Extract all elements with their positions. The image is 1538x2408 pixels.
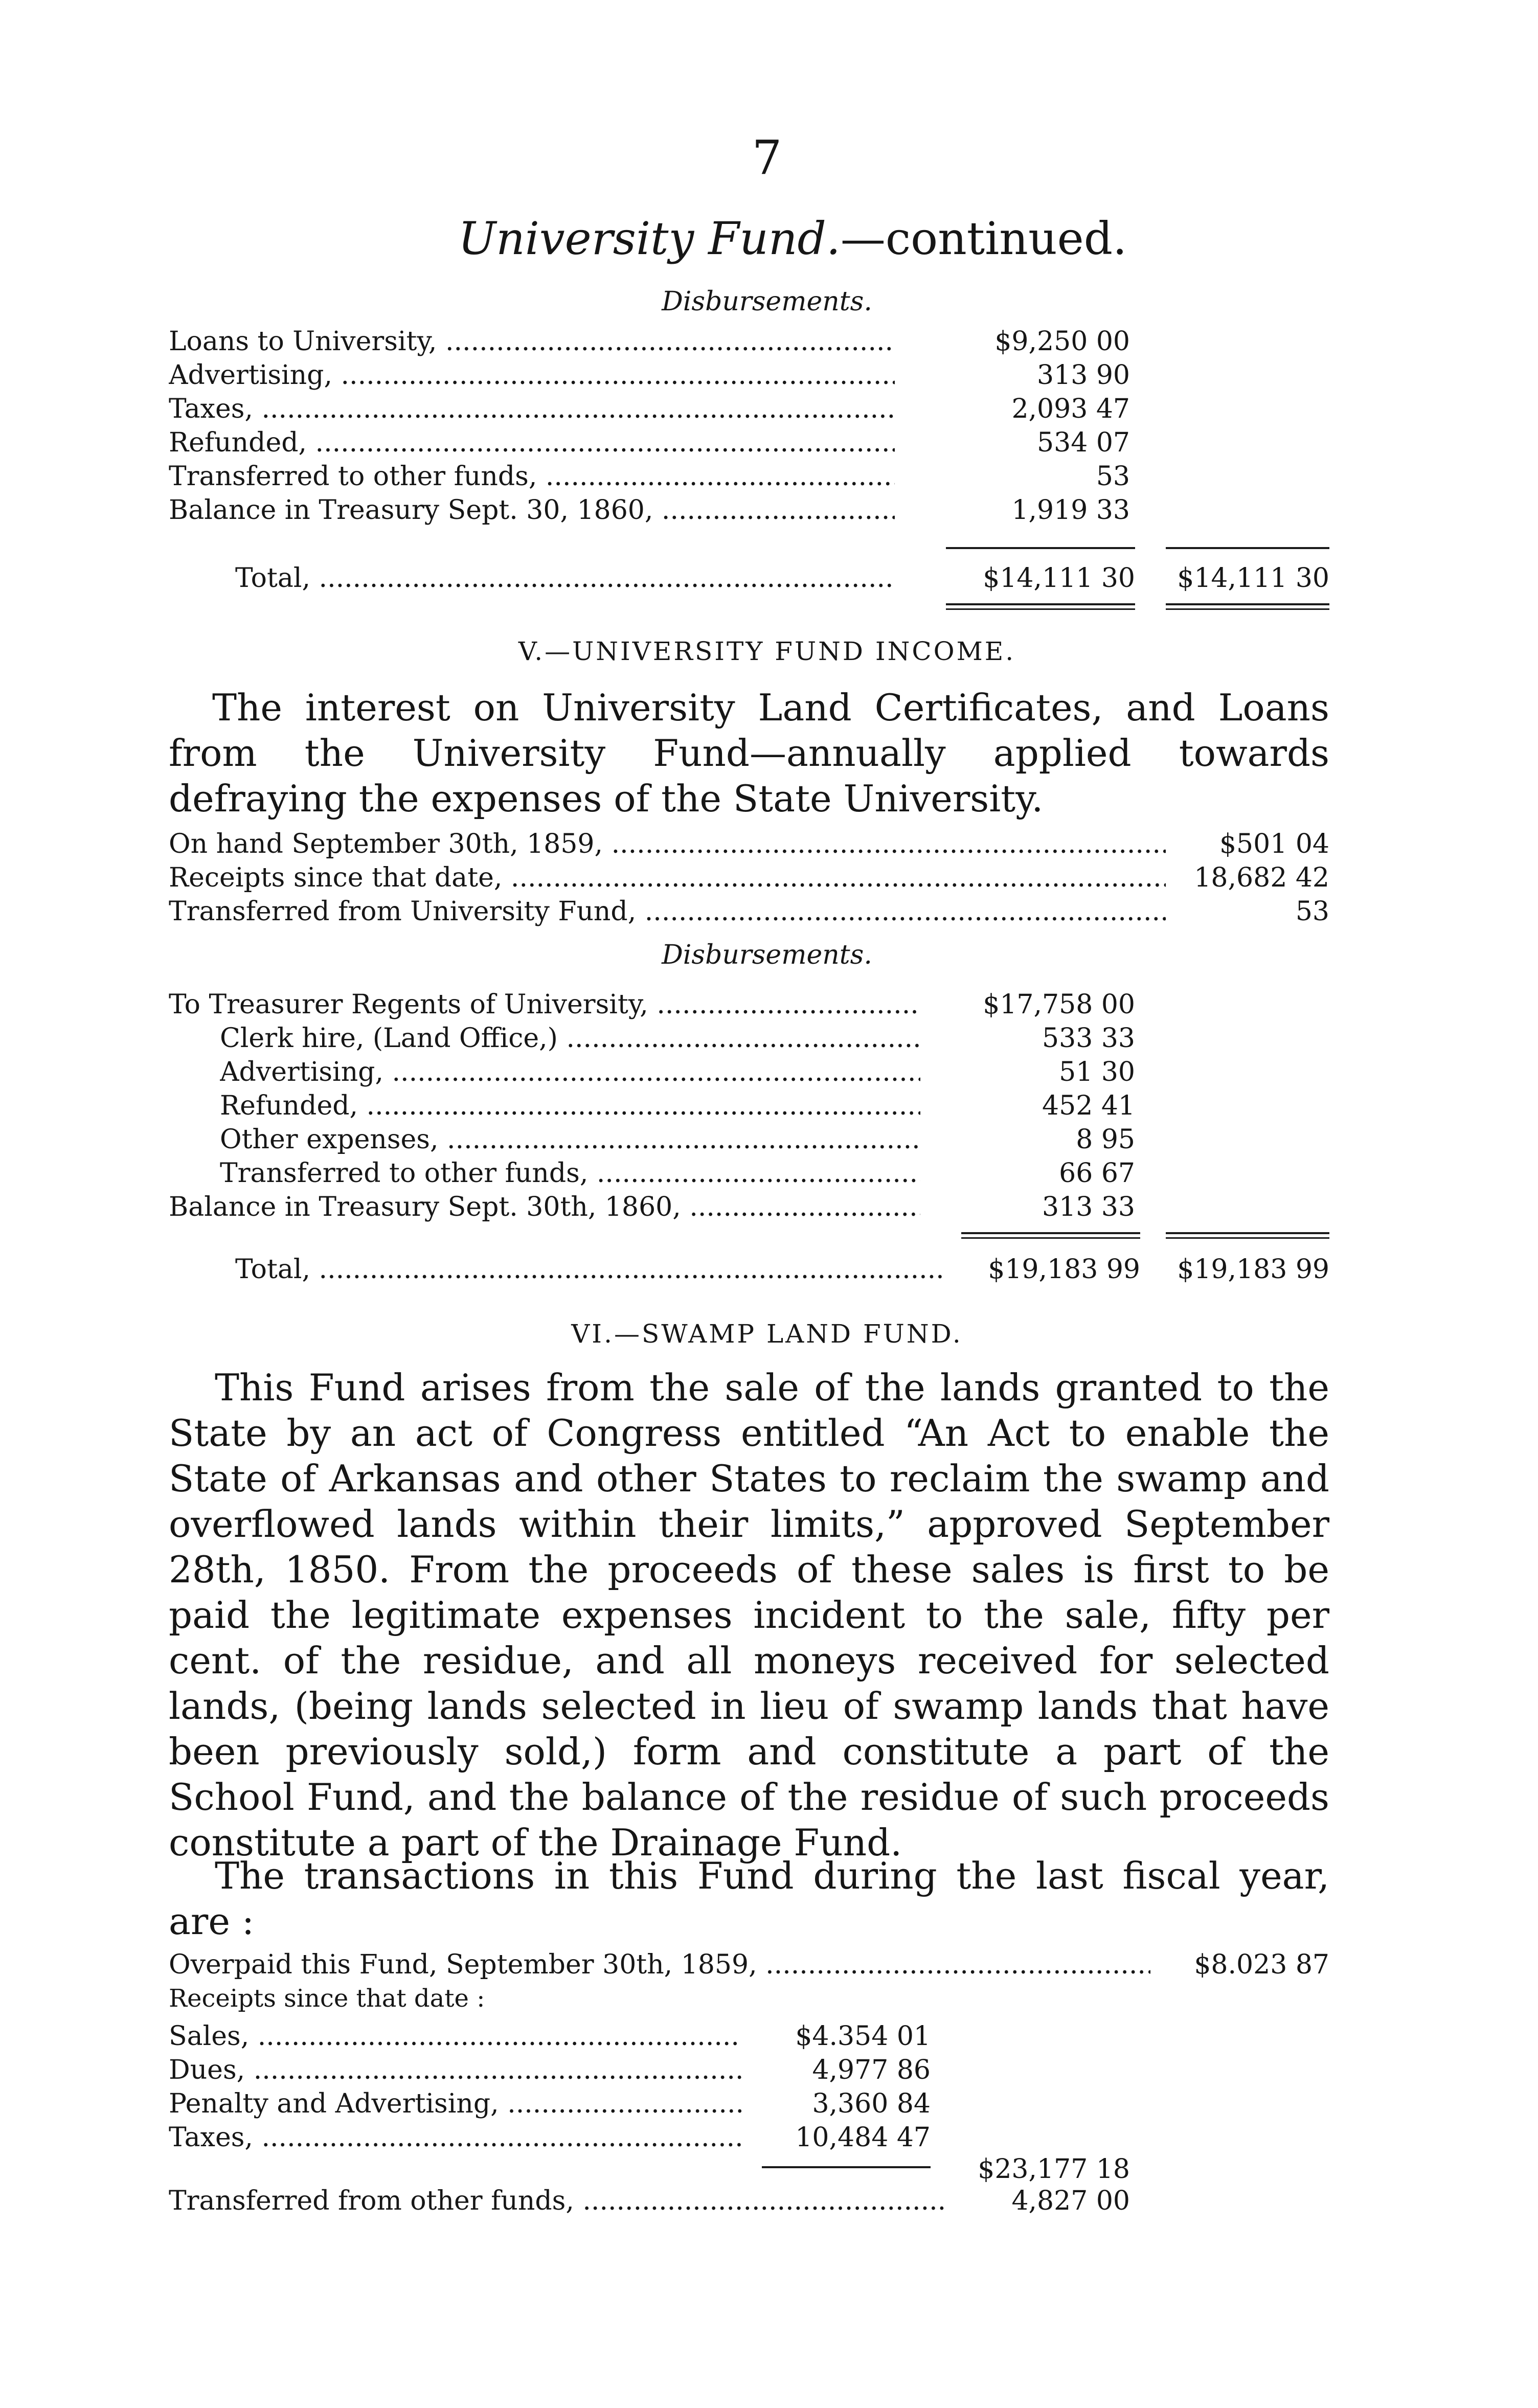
- table-row: [169, 988, 1140, 1021]
- row-amount: 313 33: [1042, 1192, 1135, 1222]
- row-label: Advertising, .....: [169, 358, 895, 392]
- table-row: [220, 1123, 1140, 1156]
- row-amount: 534 07: [1037, 427, 1130, 458]
- row-amount: 18,682 42: [1194, 862, 1329, 893]
- slf-transferred-row: [169, 2184, 1140, 2218]
- row-amount: 313 90: [1037, 360, 1130, 391]
- section-title-italic: University Fund.: [458, 212, 841, 265]
- row-label: Overpaid this Fund, September 30th, 1859, .....: [169, 1948, 1150, 1982]
- total-label: Total, .....: [235, 1253, 946, 1286]
- total-amount-1: $14,111 30: [983, 563, 1135, 594]
- section-title-rest: —continued.: [840, 212, 1127, 265]
- row-amount: 10,484 47: [795, 2122, 931, 2153]
- sum-rule: [1166, 1232, 1329, 1239]
- table-row: [169, 426, 1140, 460]
- row-label: Sales, .....: [169, 2019, 741, 2053]
- row-amount: 3,360 84: [812, 2088, 931, 2119]
- sum-rule: [762, 2166, 931, 2168]
- total-amount-1: $19,183 99: [988, 1254, 1140, 1285]
- table-row: [169, 895, 1329, 928]
- row-amount: $501 04: [1219, 829, 1329, 859]
- row-label: Refunded, .....: [169, 426, 895, 460]
- double-rule: [1166, 603, 1329, 610]
- table-row: [169, 2053, 936, 2087]
- row-label: Balance in Treasury Sept. 30th, 1860, .....: [169, 1190, 920, 1224]
- slf-heading: VI.—SWAMP LAND FUND.: [571, 1319, 963, 1349]
- row-label: Transferred from University Fund, .....: [169, 895, 1166, 928]
- row-amount: $9,250 00: [994, 326, 1130, 357]
- table-row: [169, 2121, 936, 2154]
- ufi-total-row: [235, 1253, 1329, 1286]
- row-amount: $8.023 87: [1194, 1949, 1329, 1980]
- row-label: Balance in Treasury Sept. 30, 1860, .....: [169, 493, 895, 527]
- page-number: 7: [752, 130, 782, 185]
- row-label: Transferred from other funds, .....: [169, 2184, 946, 2218]
- ufi-paragraph: The interest on University Land Certificates, and Loans from the University Fund—annually applied towards defraying the expenses of the State University.: [169, 686, 1329, 820]
- total-amount-2: $19,183 99: [1177, 1254, 1329, 1285]
- row-amount: 51 30: [1059, 1057, 1135, 1087]
- slf-receipts-sum: [946, 2152, 1140, 2186]
- row-amount: $4.354 01: [795, 2021, 931, 2052]
- ufi-disbursements-heading: Disbursements.: [662, 940, 872, 970]
- row-label: Loans to University, .....: [169, 325, 895, 358]
- table-row: [169, 460, 1140, 493]
- sum-rule: [961, 1232, 1140, 1239]
- table-row: [220, 1156, 1140, 1190]
- row-amount: 4,977 86: [812, 2055, 931, 2085]
- row-amount: 1,919 33: [1011, 495, 1130, 526]
- table-row: [169, 827, 1329, 861]
- row-label: Dues, .....: [169, 2053, 741, 2087]
- row-amount: 53: [1096, 461, 1130, 492]
- row-amount: 452 41: [1042, 1091, 1135, 1121]
- row-amount: 53: [1295, 896, 1329, 927]
- total-amount-2: $14,111 30: [1177, 563, 1329, 594]
- row-label: Transferred to other funds, .....: [220, 1156, 920, 1190]
- row-amount: 8 95: [1076, 1124, 1135, 1155]
- slf-receipts-label: Receipts since that date :: [169, 1984, 485, 2013]
- row-label: On hand September 30th, 1859, .....: [169, 827, 1166, 861]
- sum-rule: [1166, 547, 1329, 549]
- table-row: [169, 861, 1329, 895]
- table-row: [169, 2019, 936, 2053]
- table-row: [220, 1021, 1140, 1055]
- table-row: [169, 1190, 1140, 1224]
- slf-overpaid-row: [169, 1948, 1329, 1982]
- row-label: To Treasurer Regents of University, .....: [169, 988, 920, 1021]
- row-label: Penalty and Advertising, .....: [169, 2087, 741, 2121]
- table-row: [220, 1055, 1140, 1089]
- total-label: Total, .....: [235, 561, 895, 595]
- table-row: [169, 358, 1140, 392]
- row-amount: 66 67: [1059, 1158, 1135, 1189]
- ufi-heading: V.—UNIVERSITY FUND INCOME.: [518, 637, 1016, 666]
- table-row: [220, 1089, 1140, 1123]
- table-row: [169, 325, 1140, 358]
- row-amount: $17,758 00: [983, 989, 1135, 1020]
- sum-rule: [946, 547, 1135, 549]
- row-label: Advertising, .....: [220, 1055, 920, 1089]
- uf-total-row: [235, 561, 1329, 595]
- row-label: Transferred to other funds, .....: [169, 460, 895, 493]
- table-row: [169, 493, 1140, 527]
- row-label: Clerk hire, (Land Office,) .....: [220, 1021, 920, 1055]
- row-label: Refunded, .....: [220, 1089, 920, 1123]
- row-amount: 533 33: [1042, 1023, 1135, 1054]
- row-label: Taxes, .....: [169, 2121, 741, 2154]
- row-label: Other expenses, .....: [220, 1123, 920, 1156]
- row-label: Receipts since that date, .....: [169, 861, 1166, 895]
- row-label: Taxes, .....: [169, 392, 895, 426]
- section-title: [307, 212, 1278, 265]
- slf-paragraph-1: This Fund arises from the sale of the lands granted to the State by an act of Congress entitled “An Act to enable the State of Arkansas and other States to reclaim the swamp and overflowed lands within their limits,” approved September 28th, 1850. From the proceeds of these sales is first to be paid the legitimate expenses incident to the sale, fifty per cent. of the residue, and all moneys received for selected lands, (being lands selected in lieu of swamp lands that have been previously sold,) form and constitute a part of the School Fund, and the balance of the residue of such proceeds constitute a part of the Drainage Fund.: [169, 1366, 1329, 1864]
- receipts-sum-amount: $23,177 18: [978, 2154, 1130, 2185]
- slf-paragraph-2: The transactions in this Fund during the last fiscal year, are :: [169, 1854, 1329, 1943]
- table-row: [169, 2087, 936, 2121]
- uf-disbursements-heading: Disbursements.: [662, 286, 872, 317]
- row-amount: 2,093 47: [1011, 394, 1130, 424]
- table-row: [169, 392, 1140, 426]
- row-amount: 4,827 00: [1011, 2186, 1130, 2216]
- double-rule: [946, 603, 1135, 610]
